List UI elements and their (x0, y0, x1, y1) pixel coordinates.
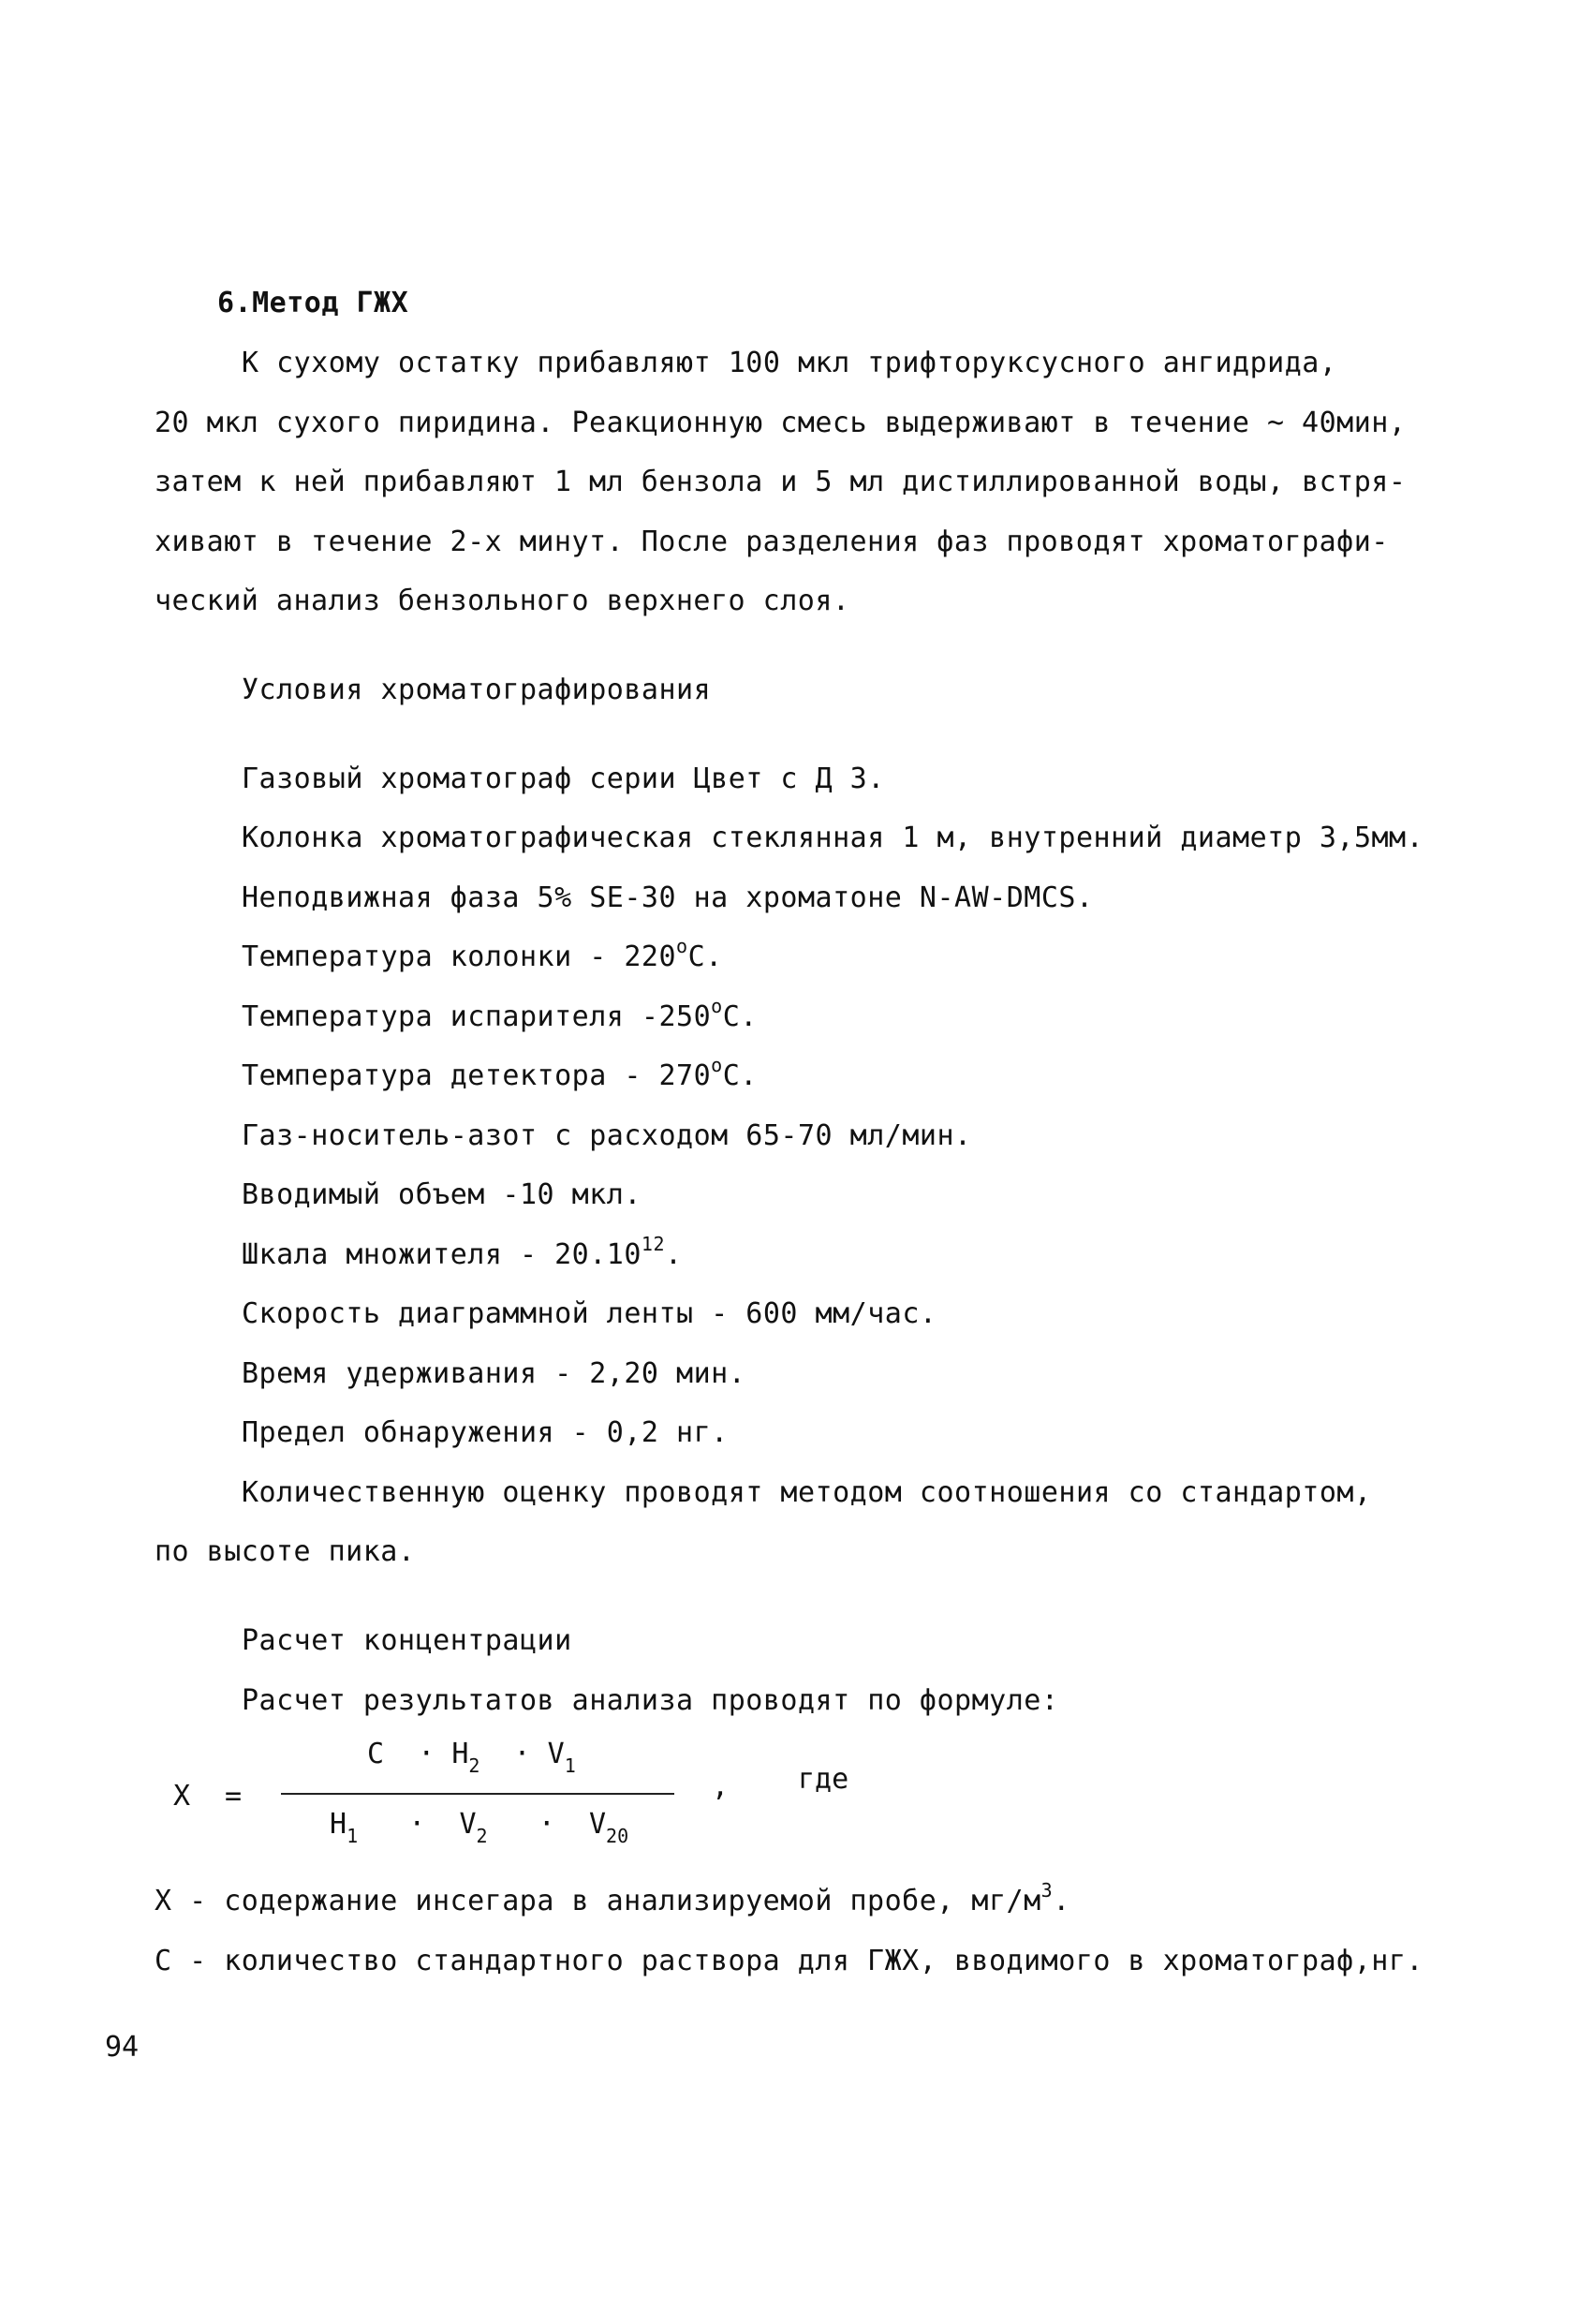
condition-multiplier (242, 1233, 683, 1272)
definition-x-tail: . (1053, 1885, 1070, 1917)
quantitative-line-1: Количественную оценку проводят методом соотношения со стандартом, (242, 1476, 1372, 1509)
section-heading: 6.Метод ГЖХ (217, 287, 409, 319)
evaporator-temp-unit: С. (722, 1000, 758, 1033)
denominator-h-index: 1 (347, 1825, 359, 1847)
numerator-h-index: 2 (468, 1754, 480, 1777)
definition-c: С - количество стандартного раствора для ГЖХ, вводимого в хроматограф,нг. (155, 1945, 1423, 1977)
formula-denominator (330, 1808, 629, 1847)
condition-detector-temp (242, 1054, 758, 1093)
formula-comma: , (712, 1770, 730, 1803)
multiplier-tail: . (665, 1238, 683, 1271)
multiplier-text: Шкала множителя - 20.10 (242, 1238, 642, 1271)
detector-temp-degree: o (711, 1054, 723, 1076)
column-temp-degree: o (676, 935, 688, 957)
denominator-v2-index: 2 (476, 1825, 488, 1847)
calculation-heading: Расчет концентрации (242, 1624, 572, 1657)
calculation-intro: Расчет результатов анализа проводят по формуле: (242, 1684, 1059, 1717)
condition-evaporator-temp (242, 995, 758, 1034)
condition-injection-volume: Вводимый объем -10 мкл. (242, 1178, 642, 1211)
quantitative-line-2: по высоте пика. (155, 1535, 416, 1568)
denominator-h: H (330, 1808, 347, 1841)
evaporator-temp-text: Температура испарителя -250 (242, 1000, 712, 1033)
intro-line-2: 20 мкл сухого пиридина. Реакционную смесь выдерживают в течение ~ 40мин, (155, 407, 1407, 439)
denominator-v20: V (588, 1808, 607, 1841)
formula-numerator (367, 1738, 576, 1777)
condition-column-temp (242, 935, 723, 974)
numerator-dot-2: · (513, 1738, 531, 1770)
intro-line-4: хивают в течение 2-х минут. После разделения фаз проводят хроматографи- (155, 525, 1389, 558)
formula-where: где (798, 1763, 849, 1796)
condition-chart-speed: Скорость диаграммной ленты - 600 мм/час. (242, 1297, 937, 1330)
condition-phase: Неподвижная фаза 5% SE-30 на хроматоне N-AW-DMCS. (242, 881, 1094, 914)
condition-column: Колонка хроматографическая стеклянная 1 м, внутренний диаметр 3,5мм. (242, 822, 1424, 854)
evaporator-temp-degree: o (711, 995, 723, 1017)
formula-lhs: X (173, 1780, 191, 1813)
denominator-v2: V (459, 1808, 477, 1841)
detector-temp-unit: С. (722, 1059, 758, 1092)
numerator-v-index: 1 (564, 1754, 576, 1777)
column-temp-text: Температура колонки - 220 (242, 940, 677, 973)
condition-carrier-gas: Газ-носитель-азот с расходом 65-70 мл/мин. (242, 1119, 972, 1152)
denominator-dot-1: · (408, 1808, 426, 1841)
numerator-dot-1: · (418, 1738, 435, 1770)
multiplier-exponent: 12 (641, 1233, 666, 1255)
condition-detection-limit: Предел обнаружения - 0,2 нг. (242, 1416, 729, 1449)
column-temp-unit: С. (687, 940, 723, 973)
formula-equals: = (225, 1780, 243, 1813)
numerator-c: С (367, 1738, 385, 1770)
definition-x-exponent: 3 (1040, 1879, 1054, 1902)
numerator-h: H (451, 1738, 469, 1770)
page-number: 94 (105, 2031, 140, 2064)
fraction-bar (281, 1793, 674, 1795)
intro-line-5: ческий анализ бензольного верхнего слоя. (155, 585, 850, 617)
intro-line-1: К сухому остатку прибавляют 100 мкл трифторуксусного ангидрида, (242, 347, 1337, 379)
detector-temp-text: Температура детектора - 270 (242, 1059, 712, 1092)
definition-x (155, 1879, 1070, 1918)
condition-retention-time: Время удерживания - 2,20 мин. (242, 1357, 746, 1390)
intro-line-3: затем к ней прибавляют 1 мл бензола и 5 мл дистиллированной воды, встря- (155, 466, 1407, 498)
definition-x-text: Х - содержание инсегара в анализируемой пробе, мг/м (155, 1885, 1041, 1917)
denominator-dot-2: · (538, 1808, 555, 1841)
conditions-heading: Условия хроматографирования (242, 674, 712, 706)
numerator-v: V (547, 1738, 565, 1770)
denominator-v20-index: 20 (606, 1825, 629, 1847)
condition-chromatograph: Газовый хроматограф серии Цвет с Д 3. (242, 762, 885, 795)
